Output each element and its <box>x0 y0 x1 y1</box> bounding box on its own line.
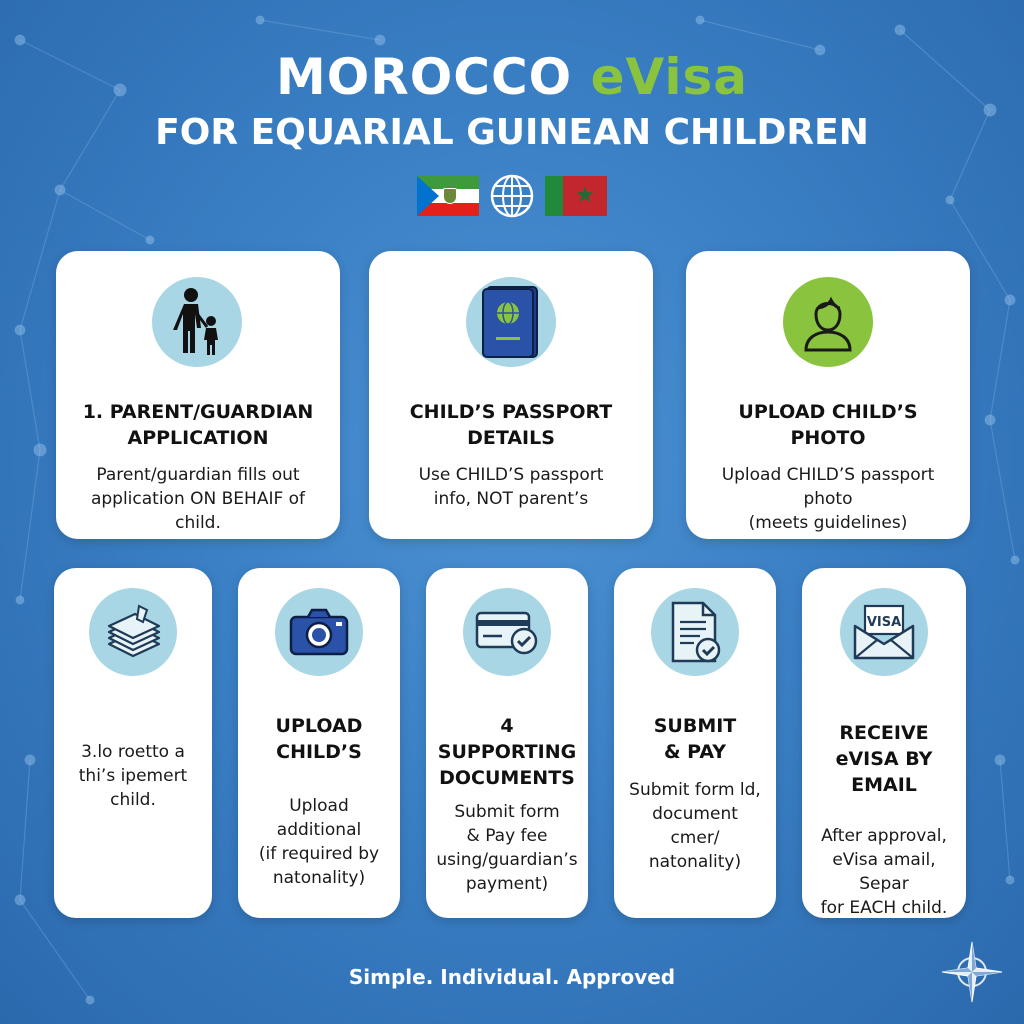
equatorial-guinea-flag <box>417 176 479 216</box>
card-description: 3.lo roetto a thi’s ipemert child. <box>78 742 188 810</box>
payment-card-check-icon <box>474 608 540 656</box>
card-icon-circle <box>466 277 556 367</box>
document-stack-icon <box>101 600 165 664</box>
morocco-flag: ★ <box>545 176 607 216</box>
page-title: MOROCCO eVisa <box>276 48 748 106</box>
visa-envelope-icon <box>851 602 917 662</box>
flags-row <box>0 174 1024 218</box>
visa-envelope-text: VISA <box>866 615 902 630</box>
card-passport-details <box>369 251 653 539</box>
user-photo-icon <box>800 292 856 352</box>
card-icon-circle <box>840 588 928 676</box>
card-icon-circle <box>152 277 242 367</box>
document-check-icon <box>668 600 722 664</box>
card-title: CHILD’S PASSPORT DETAILS <box>409 401 613 449</box>
globe-icon <box>489 173 535 219</box>
camera-icon <box>288 607 350 657</box>
card-icon-circle <box>89 588 177 676</box>
card-step-3 <box>54 568 212 918</box>
card-icon-circle <box>783 277 873 367</box>
card-description: Parent/guardian fills out application ON BEHAIF of child. <box>90 465 306 533</box>
card-submit-pay <box>614 568 776 918</box>
card-title: SUBMIT & PAY <box>653 715 737 763</box>
card-title: RECEIVE eVISA BY EMAIL <box>835 722 933 796</box>
footer-tagline: Simple. Individual. Approved <box>348 965 676 989</box>
card-title: UPLOAD CHILD’S <box>275 715 363 763</box>
card-description: Use CHILD’S passport info, NOT parent’s <box>418 465 604 509</box>
card-upload-additional <box>238 568 400 918</box>
card-title: 4 SUPPORTING DOCUMENTS <box>437 715 577 789</box>
card-description: Submit form ld, document cmer/ natonality) <box>629 780 761 872</box>
title-accent: eVisa <box>590 48 748 106</box>
card-upload-photo <box>686 251 970 539</box>
card-description: Upload CHILD’S passport photo (meets guidelines) <box>721 465 935 533</box>
compass-icon <box>940 940 1004 1004</box>
card-title: UPLOAD CHILD’S PHOTO <box>738 401 918 449</box>
card-description: Submit form & Pay fee using/guardian’s payment) <box>436 802 578 894</box>
page-subtitle: FOR EQUARIAL GUINEAN CHILDREN <box>155 112 869 153</box>
card-parent-application <box>56 251 340 539</box>
card-title: 1. PARENT/GUARDIAN APPLICATION <box>82 401 314 449</box>
parent-child-icon <box>165 287 229 357</box>
passport-icon <box>481 285 541 359</box>
card-description: After approval, eVisa amail, Separ for EACH child. <box>820 826 948 918</box>
card-supporting-documents <box>426 568 588 918</box>
card-description: Upload additional (if required by natonality) <box>258 796 380 888</box>
card-icon-circle <box>275 588 363 676</box>
card-receive-evisa <box>802 568 966 918</box>
card-icon-circle <box>651 588 739 676</box>
card-icon-circle <box>463 588 551 676</box>
